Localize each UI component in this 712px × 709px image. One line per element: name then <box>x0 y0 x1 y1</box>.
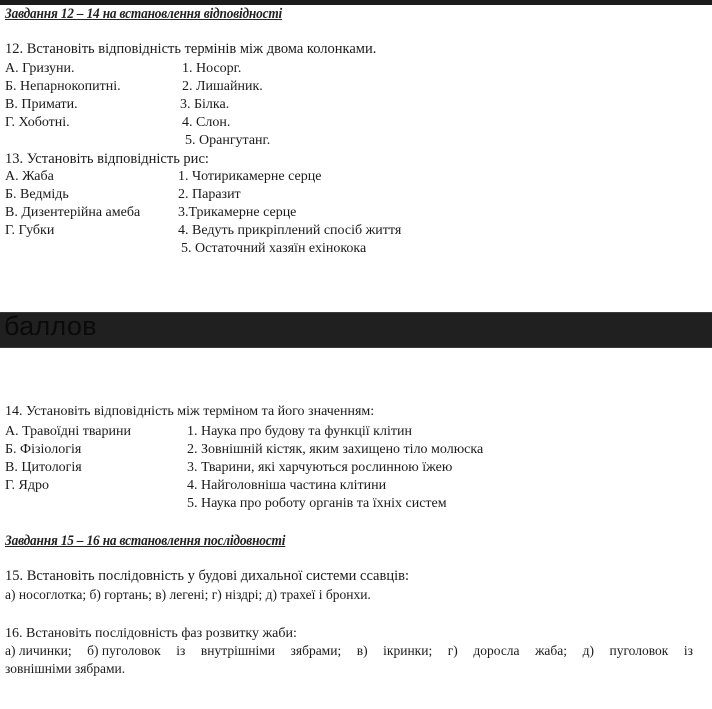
band-text: баллов <box>4 311 97 341</box>
q12-left-b: Б. Непарнокопитні. <box>5 79 121 94</box>
q16-word: в) <box>356 643 368 658</box>
q14-right-5: 5. Наука про роботу органів та їхніх систем <box>187 496 447 511</box>
question-15-options: а) носоглотка; б) гортань; в) легені; г) ніздрі; д) трахеї і бронхи. <box>5 587 371 602</box>
q14-right-2: 2. Зовнішній кістяк, яким захищено тіло молюска <box>187 442 484 457</box>
q13-right-2: 2. Паразит <box>178 187 241 202</box>
q16-word: д) <box>582 643 594 658</box>
q13-left-c: В. Дизентерійна амеба <box>5 205 141 220</box>
q13-right-1: 1. Чотирикамерне серце <box>178 169 322 184</box>
q13-right-5: 5. Остаточний хазяїн ехінокока <box>181 241 367 256</box>
section-heading-sequence: Завдання 15 – 16 на встановлення послідовності <box>5 533 286 549</box>
question-13-title: 13. Установіть відповідність рис: <box>5 151 209 167</box>
q14-right-1: 1. Наука про будову та функції клітин <box>187 424 412 439</box>
q12-left-d: Г. Хоботні. <box>5 115 70 130</box>
q12-right-2: 2. Лишайник. <box>182 79 263 94</box>
question-16-title: 16. Встановіть послідовність фаз розвитку жаби: <box>5 626 297 641</box>
top-dark-strip <box>0 0 712 5</box>
section-heading-matching: Завдання 12 – 14 на встановлення відповідності <box>5 6 283 22</box>
q16-word: а) личинки; <box>5 643 72 658</box>
q14-right-3: 3. Тварини, які харчуються рослинною їжею <box>187 460 453 475</box>
q12-left-a: А. Гризуни. <box>5 61 75 76</box>
dark-overlay-band <box>0 312 712 348</box>
q14-left-d: Г. Ядро <box>5 478 49 493</box>
q16-word: жаба; <box>535 643 568 658</box>
q14-left-a: А. Травоїдні тварини <box>5 424 131 439</box>
q16-word: г) <box>447 643 458 658</box>
q13-left-d: Г. Губки <box>5 223 55 238</box>
q14-left-c: В. Цитологія <box>5 460 82 475</box>
question-14-title: 14. Установіть відповідність між терміном та його значенням: <box>5 404 375 419</box>
q16-word: із <box>176 643 186 658</box>
q12-left-c: В. Примати. <box>5 97 78 112</box>
q16-word: пуголовок <box>609 643 669 658</box>
question-16-options-line2: зовнішніми зябрами. <box>5 661 126 676</box>
q16-word: ікринки; <box>383 643 433 658</box>
q12-right-3: 3. Білка. <box>180 97 230 112</box>
q12-right-4: 4. Слон. <box>182 115 231 130</box>
q13-right-4: 4. Ведуть прикріплений спосіб життя <box>178 223 402 238</box>
q13-right-3: 3.Трикамерне серце <box>178 205 297 220</box>
q16-word: доросла <box>473 643 520 658</box>
q14-left-b: Б. Фізіологія <box>5 442 82 457</box>
q13-left-b: Б. Ведмідь <box>5 187 69 202</box>
q12-right-5: 5. Орангутанг. <box>185 133 271 148</box>
q16-word: б) пуголовок <box>87 643 161 658</box>
question-15-title: 15. Встановіть послідовність у будові дихальної системи ссавців: <box>5 568 410 584</box>
q14-right-4: 4. Найголовніша частина клітини <box>187 478 387 493</box>
question-16-options-line1 <box>5 643 693 659</box>
q16-word: із <box>683 643 693 658</box>
q16-word: внутрішніми <box>200 643 275 658</box>
q16-word: зябрами; <box>290 643 342 658</box>
q13-left-a: А. Жаба <box>5 169 54 184</box>
q12-right-1: 1. Носорг. <box>182 61 242 76</box>
question-12-title: 12. Встановіть відповідність термінів між двома колонками. <box>5 41 377 57</box>
